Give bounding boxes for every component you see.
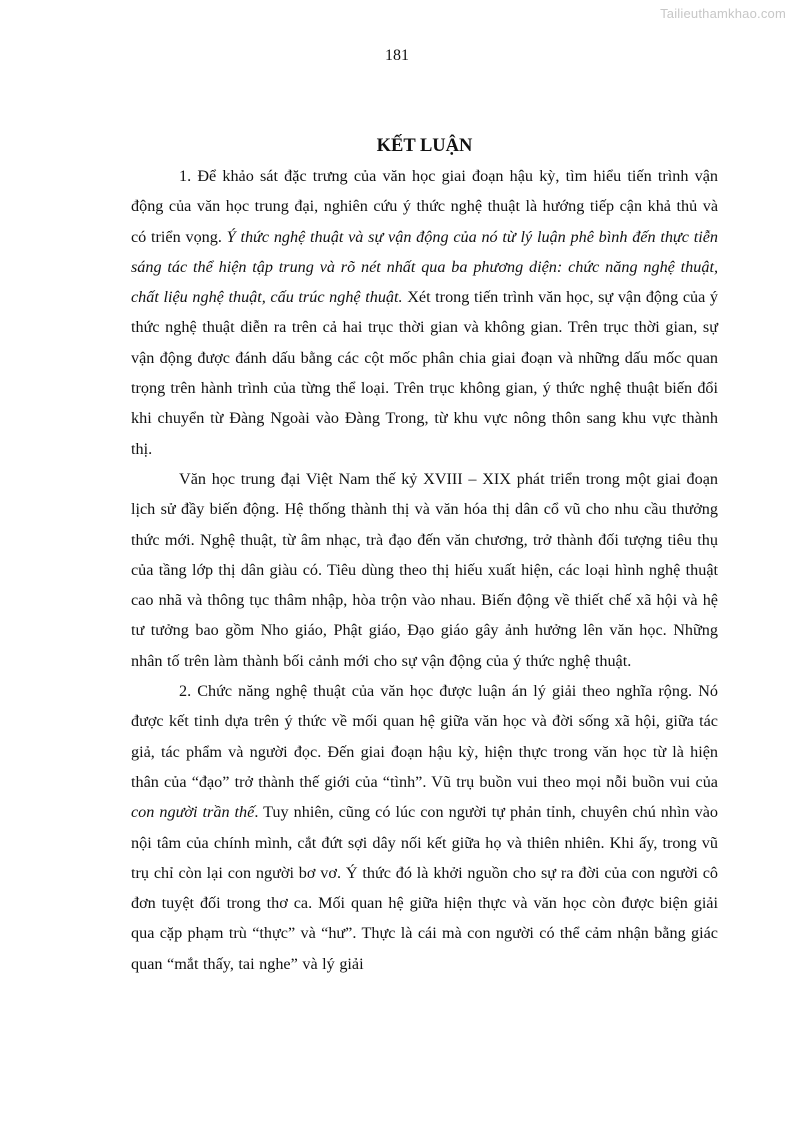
paragraph-1-text-b: Xét trong tiến trình văn học, sự vận động của ý thức nghệ thuật diễn ra trên cả hai trục thời gian và không gian. Trên trục thời gian, sự vận động được đánh dấu bằng các cột mốc phân chia giai đoạn và những dấu mốc quan trọng trên hành trình của từng thể loại. Trên trục không gian, ý thức nghệ thuật biến đổi khi chuyển từ Đàng Ngoài vào Đàng Trong, từ khu vực nông thôn sang khu vực thành thị.: [131, 288, 719, 458]
paragraph-2: Văn học trung đại Việt Nam thế kỷ XVIII – XIX phát triển trong một giai đoạn lịch sử đầy biến động. Hệ thống thành thị và văn hóa thị dân cổ vũ cho nhu cầu thưởng thức mới. Nghệ thuật, từ âm nhạc, trà đạo đến văn chương, trở thành đối tượng tiêu thụ của tầng lớp thị dân giàu có. Tiêu dùng theo thị hiếu xuất hiện, các loại hình nghệ thuật cao nhã và thông tục thâm nhập, hòa trộn vào nhau. Biến động về thiết chế xã hội và hệ tư tưởng bao gồm Nho giáo, Phật giáo, Đạo giáo gây ảnh hưởng lên văn học. Những nhân tố trên làm thành bối cảnh mới cho sự vận động của ý thức nghệ thuật.: [131, 469, 718, 670]
paragraph-3: [131, 676, 718, 979]
paragraph-3-text-a: 2. Chức năng nghệ thuật của văn học được luận án lý giải theo nghĩa rộng. Nó được kết tinh dựa trên ý thức về mối quan hệ giữa văn học và đời sống xã hội, giữa tác giả, tác phẩm và người đọc. Đến giai đoạn hậu kỳ, hiện thực trong văn học từ là hiện thân của “đạo” trở thành thế giới của “tình”. Vũ trụ buồn vui theo mọi nỗi buồn vui của: [131, 682, 718, 791]
paragraph-3-italic: con người trần thế: [131, 803, 255, 822]
page-number: 181: [385, 47, 409, 64]
paragraph-3-text-b: . Tuy nhiên, cũng có lúc con người tự phản tỉnh, chuyên chú nhìn vào nội tâm của chính mình, cắt đứt sợi dây nối kết giữa họ và thiên nhiên. Khi ấy, trong vũ trụ chỉ còn lại con người bơ vơ. Ý thức đó là khởi nguồn cho sự ra đời của con người cô đơn tuyệt đối trong thơ ca. Mối quan hệ giữa hiện thực và văn học còn được biện giải qua cặp phạm trù “thực” và “hư”. Thực là cái mà con người có thể cảm nhận bằng giác quan “mắt thấy, tai nghe” và lý giải: [131, 803, 718, 973]
document-body: [131, 131, 718, 979]
watermark-text: Tailieuthamkhao.com: [660, 6, 786, 21]
paragraph-1: [131, 161, 718, 464]
section-heading: KẾT LUẬN: [376, 136, 473, 156]
paragraph-1-text-a: 1. Để khảo sát đặc trưng của văn học giai đoạn hậu kỳ, tìm hiểu tiến trình vận động của văn học trung đại, nghiên cứu ý thức nghệ thuật là hướng tiếp cận khả thủ và có triển vọng.: [131, 167, 718, 246]
paragraph-1-italic: Ý thức nghệ thuật và sự vận động của nó từ lý luận phê bình đến thực tiễn sáng tác thể hiện tập trung và rõ nét nhất qua ba phương diện: chức năng nghệ thuật, chất liệu nghệ thuật, cấu trúc nghệ thuật.: [131, 227, 718, 307]
